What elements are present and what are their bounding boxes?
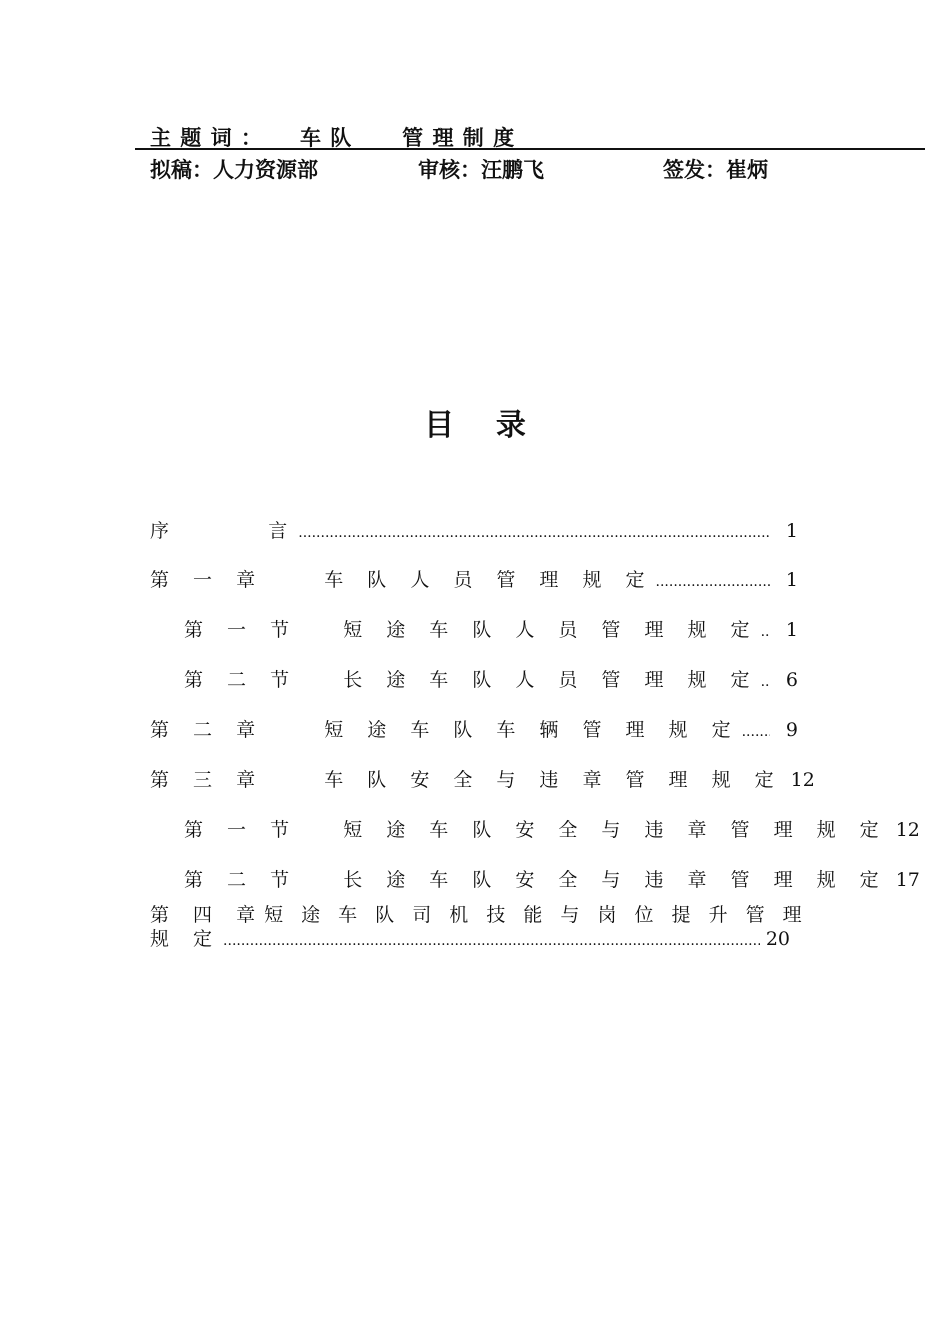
issuer-field: 签发：崔炳 — [663, 157, 768, 182]
subject-keywords-value: 车 队 管 理 制 度 — [300, 125, 516, 150]
toc-leader — [742, 718, 770, 746]
toc-leader — [761, 668, 770, 696]
toc-page-number: 20 — [765, 928, 790, 950]
toc-entry-label-continued: 规 定 — [150, 928, 222, 950]
toc-entry-label: 第 二 节 长 途 车 队 人 员 管 理 规 定 — [184, 669, 759, 691]
toc-leader — [298, 519, 770, 547]
toc-entry-label: 第 一 节 短 途 车 队 人 员 管 理 规 定 — [184, 619, 759, 641]
toc-entry-chapter-3-section-2[interactable] — [184, 866, 920, 894]
toc-entry-label: 序 言 — [150, 520, 297, 542]
drafter-field: 拟稿：人力资源部 — [150, 157, 318, 182]
toc-entry-chapter-3-section-1[interactable] — [184, 816, 920, 844]
toc-entry-label: 第 二 章 短 途 车 队 车 辆 管 理 规 定 — [150, 719, 740, 741]
reviewer-field: 审核：汪鹏飞 — [418, 157, 544, 182]
toc-entry-chapter-4[interactable] — [150, 903, 808, 953]
toc-page-number: 6 — [785, 669, 798, 691]
subject-keywords-label: 主 题 词 ： — [150, 125, 263, 150]
toc-page-number: 1 — [785, 619, 798, 641]
toc-page-number: 1 — [785, 520, 798, 542]
header-divider — [135, 148, 925, 150]
toc-page-number: 17 — [895, 869, 920, 891]
toc-entry-chapter-2[interactable] — [150, 716, 798, 744]
toc-page-number: 1 — [785, 569, 798, 591]
toc-entry-label: 第 一 节 短 途 车 队 安 全 与 违 章 管 理 规 定 — [184, 819, 888, 841]
toc-entry-label: 第 一 章 车 队 人 员 管 理 规 定 — [150, 569, 654, 591]
toc-page-number: 9 — [785, 719, 798, 741]
toc-leader — [656, 568, 770, 596]
toc-leader — [761, 618, 770, 646]
toc-entry-chapter-3[interactable] — [150, 766, 815, 794]
toc-entry-label: 短 途 车 队 司 机 技 能 与 岗 位 提 升 管 理 — [264, 904, 808, 926]
toc-entry-chapter-number: 第 四 章 — [150, 904, 265, 926]
toc-entry-chapter-1[interactable] — [150, 566, 798, 594]
toc-entry-chapter-1-section-1[interactable] — [184, 616, 798, 644]
toc-entry-label: 第 三 章 车 队 安 全 与 违 章 管 理 规 定 — [150, 769, 783, 791]
toc-entry-chapter-1-section-2[interactable] — [184, 666, 798, 694]
toc-entry-label: 第 二 节 长 途 车 队 安 全 与 违 章 管 理 规 定 — [184, 869, 888, 891]
toc-leader — [223, 929, 760, 953]
toc-page-number: 12 — [895, 819, 920, 841]
toc-title: 目 录 — [424, 408, 526, 443]
toc-entry-preface[interactable] — [150, 517, 798, 545]
toc-page-number: 12 — [790, 769, 815, 791]
